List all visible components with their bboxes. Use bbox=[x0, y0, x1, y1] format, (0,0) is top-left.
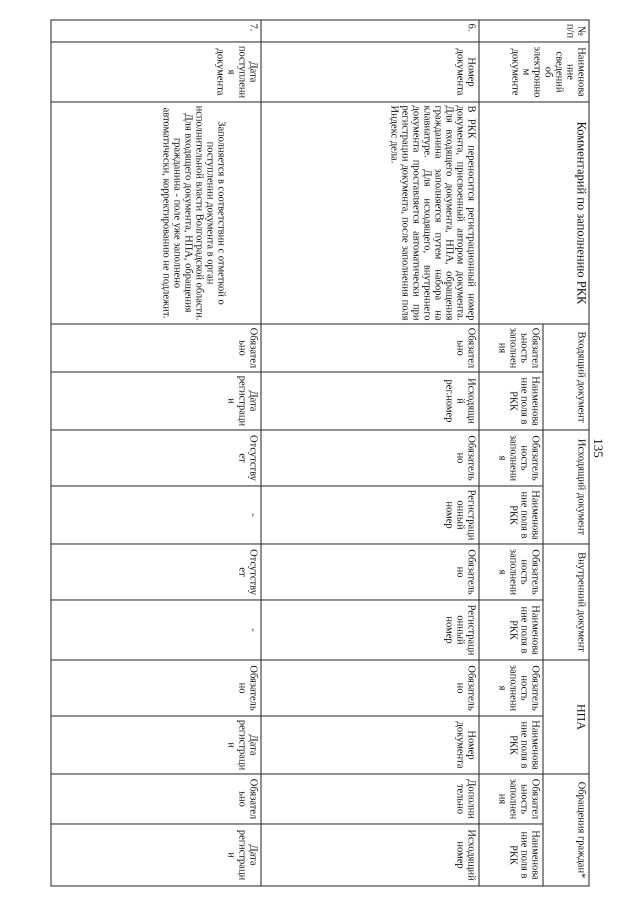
row-comment: Заполняется в соответствии с отметкой о поступлении документа в орган исполнительной власти Волгоградской области. Для входящего документа, НПА, обращения гражданина - поле уже заполнено автоматически, корректированию не подлежит. bbox=[51, 102, 261, 324]
header-int-obligation: Обязательность заполнения bbox=[479, 544, 543, 600]
row-name: Номер документа bbox=[261, 42, 479, 102]
row-out-obligation: Обязательно bbox=[261, 430, 479, 486]
row-num: 6. bbox=[261, 20, 479, 42]
row-in-obligation: Обязательно bbox=[51, 324, 261, 372]
header-int-field: Наименование поля в РКК bbox=[479, 600, 543, 660]
header-in-field: Наименование поля в РКК bbox=[479, 372, 543, 430]
header-in-obligation: Обязательность заполнения bbox=[479, 324, 543, 372]
row-npa-obligation: Обязательно bbox=[261, 660, 479, 716]
header-group-internal: Внутренний документ bbox=[543, 544, 589, 660]
header-row-groups bbox=[543, 20, 589, 886]
row-int-field: - bbox=[51, 600, 261, 660]
row-int-field: Регистрационный номер bbox=[261, 600, 479, 660]
header-cit-field: Наименование поля в РКК bbox=[479, 824, 543, 886]
header-group-incoming: Входящий документ bbox=[543, 324, 589, 430]
row-name: Дата поступления документа bbox=[51, 42, 261, 102]
page-number: 135 bbox=[590, 438, 606, 458]
row-npa-field: Дата регистрации bbox=[51, 716, 261, 774]
row-comment: В РКК переносится регистрационный номер документа, присвоенный автором документа. Для входящего документа, НПА, обращения гражданина заполняется путем набора на клавиатуре. Для исходящего, внутреннего документа проставляется автоматически при регистрации документа, после заполнения поля Индекс дела. bbox=[261, 102, 479, 324]
row-int-obligation: Отсутствует bbox=[51, 544, 261, 600]
row-out-field: - bbox=[51, 486, 261, 544]
row-out-obligation: Отсутствует bbox=[51, 430, 261, 486]
header-group-npa: НПА bbox=[543, 660, 589, 774]
row-cit-obligation: Дополнительно bbox=[261, 774, 479, 824]
header-comment: Комментарий по заполнению РКК bbox=[479, 102, 589, 324]
rkk-table-page bbox=[51, 19, 590, 886]
header-out-field: Наименование поля в РКК bbox=[479, 486, 543, 544]
header-npa-obligation: Обязательность заполнения bbox=[479, 660, 543, 716]
table-row bbox=[51, 20, 261, 886]
header-cit-obligation: Обязательность заполнения bbox=[479, 774, 543, 824]
row-out-field: Регистрационный номер bbox=[261, 486, 479, 544]
row-num: 7. bbox=[51, 20, 261, 42]
row-int-obligation: Обязательно bbox=[261, 544, 479, 600]
row-in-field: Исходящий рег.номер bbox=[261, 372, 479, 430]
row-in-obligation: Обязательно bbox=[261, 324, 479, 372]
header-npa-field: Наименование поля в РКК bbox=[479, 716, 543, 774]
row-cit-obligation: Обязательно bbox=[51, 774, 261, 824]
row-in-field: Дата регистрации bbox=[51, 372, 261, 430]
row-npa-field: Номер документа bbox=[261, 716, 479, 774]
row-cit-field: Исходящий номер bbox=[261, 824, 479, 886]
row-npa-obligation: Обязательно bbox=[51, 660, 261, 716]
header-group-outgoing: Исходящий документ bbox=[543, 430, 589, 544]
header-group-citizens: Обращения граждан* bbox=[543, 774, 589, 886]
header-out-obligation: Обязательность заполнения bbox=[479, 430, 543, 486]
rkk-table bbox=[51, 19, 590, 886]
table-row bbox=[261, 20, 479, 886]
header-num: № п/п bbox=[479, 20, 589, 42]
row-cit-field: Дата регистрации bbox=[51, 824, 261, 886]
header-name: Наименование сведений об электронном документе bbox=[479, 42, 589, 102]
